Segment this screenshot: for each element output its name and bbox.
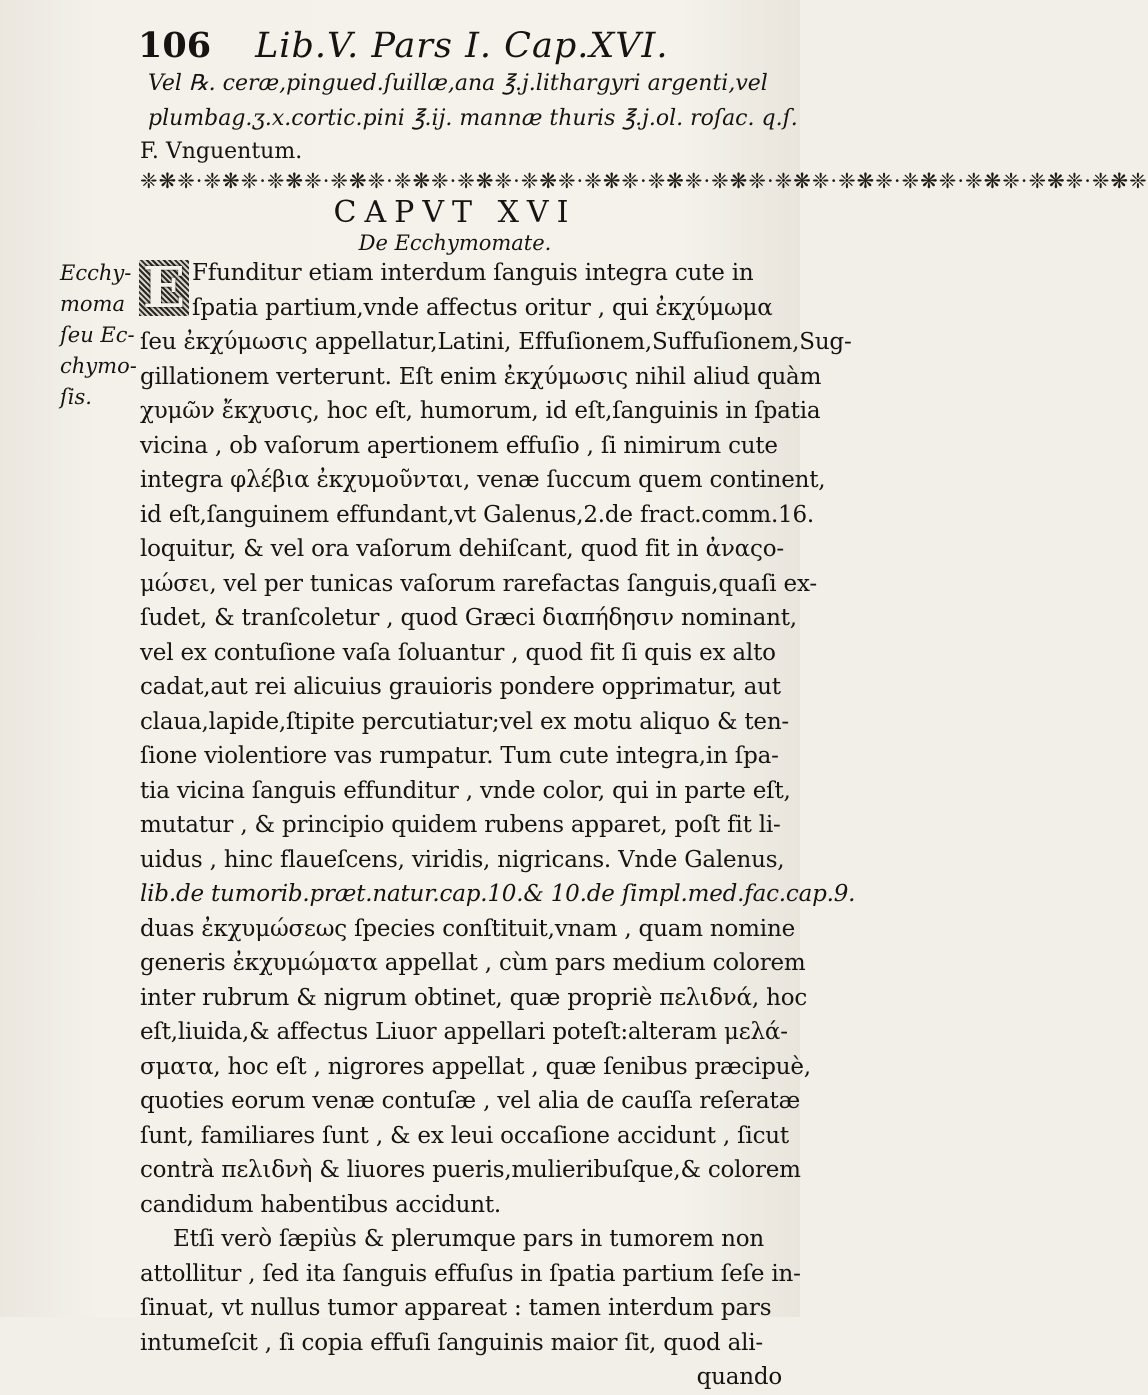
marginal-note-line: chymo- <box>60 354 137 378</box>
ornamental-rule: ❈❋❈·❈❋❈·❈❋❈·❈❋❈·❈❋❈·❈❋❈·❈❋❈·❈❋❈·❈❋❈·❈❋❈·❈❋❈·❈❋❈·❈❋❈·❈❋❈·❈❋❈·❈❋❈ <box>140 169 1148 193</box>
text-line: gillationem verterunt. Eſt enim ἐκχύμωσις nihil aliud quàm <box>140 363 822 390</box>
decorated-initial: E <box>139 260 189 316</box>
text-line: μώσει, vel per tunicas vaſorum rarefactas ſanguis,quaſi ex- <box>140 570 817 597</box>
text-line: eſt,liuida,& affectus Liuor appellari poteſt:alteram μελά- <box>140 1019 788 1045</box>
marginal-note-line: ſis. <box>60 385 92 409</box>
recipe-line-1: Vel ℞. ceræ,pingued.ſuillæ,ana ℥.j.lithargyri argenti,vel <box>148 71 768 96</box>
text-line: Etſi verò ſæpiùs & plerumque pars in tumorem non <box>173 1226 764 1252</box>
text-line: contrà πελιδνὴ & liuores pueris,mulieribuſque,& colorem <box>140 1157 801 1183</box>
text-line: intumeſcit , ſi copia effuſi ſanguinis maior ſit, quod ali- <box>140 1329 764 1356</box>
marginal-note-line: ſeu Ec- <box>60 323 135 347</box>
text-line: ſione violentiore vas rumpatur. Tum cute integra,in ſpa- <box>140 743 779 769</box>
text-line: inter rubrum & nigrum obtinet, quæ propriè πελιδνά, hoc <box>140 984 808 1011</box>
text-line: uidus , hinc flaueſcens, viridis, nigricans. Vnde Galenus, <box>140 846 785 873</box>
running-title: Lib.V. Pars I. Cap.XVI. <box>255 26 669 66</box>
text-line: candidum habentibus accidunt. <box>140 1191 501 1218</box>
text-line: ſeu ἐκχύμωσις appellatur,Latini, Effuſionem,Suffuſionem,Sug- <box>140 329 852 355</box>
text-line: vel ex contuſione vaſa ſoluantur , quod fit ſi quis ex alto <box>140 639 776 666</box>
text-line: vicina , ob vaſorum apertionem effuſio , ſi nimirum cute <box>140 432 778 459</box>
text-line: cadat,aut rei alicuius grauioris pondere opprimatur, aut <box>140 674 781 700</box>
marginal-note-line: Ecchy- <box>60 261 132 285</box>
text-line: ſunt, familiares ſunt , & ex leui occaſione accidunt , ſicut <box>140 1122 789 1149</box>
text-line: ſudet, & tranſcoletur , quod Græci διαπήδησιν nominant, <box>140 605 797 631</box>
text-line: lib.de tumorib.præt.natur.cap.10.& 10.de ſimpl.med.fac.cap.9. <box>140 881 856 907</box>
marginal-note <box>60 258 140 413</box>
recipe-line-3: F. Vnguentum. <box>140 139 303 164</box>
text-line: attollitur , ſed ita ſanguis effuſus in ſpatia partium ſeſe in- <box>140 1260 801 1287</box>
body-text <box>140 256 856 1395</box>
text-line: ſinuat, vt nullus tumor appareat : tamen interdum pars <box>140 1295 772 1321</box>
text-line: tia vicina ſanguis effunditur , vnde color, qui in parte eſt, <box>140 777 791 804</box>
text-line: integra φλέβια ἐκχυμοῦνται, venæ ſuccum quem continent, <box>140 467 826 493</box>
text-line: σματα, hoc eſt , nigrores appellat , quæ ſenibus præcipuè, <box>140 1053 811 1080</box>
marginal-note-line: moma <box>60 292 125 316</box>
chapter-title: CAPVT XVI <box>333 195 577 230</box>
text-line: Ffunditur etiam interdum ſanguis integra cute in <box>192 260 754 286</box>
text-line: ſpatia partium,vnde affectus oritur , qui ἐκχύμωμα <box>192 294 773 321</box>
catchword: quando <box>696 1364 782 1390</box>
text-line: mutatur , & principio quidem rubens apparet, poſt fit li- <box>140 812 781 838</box>
chapter-subtitle: De Ecchymomate. <box>358 231 552 255</box>
text-line: quoties eorum venæ contuſæ , vel alia de cauſſa reſeratæ <box>140 1088 801 1114</box>
text-line: claua,lapide,ſtipite percutiatur;vel ex motu aliquo & ten- <box>140 708 789 735</box>
text-line: χυμῶν ἔκχυσις, hoc eſt, humorum, id eſt,ſanguinis in ſpatia <box>140 398 821 424</box>
text-line: loquitur, & vel ora vaſorum dehiſcant, quod fit in ἀναςο- <box>140 536 784 562</box>
recipe-line-2: plumbag.ʒ.x.cortic.pini ℥.ij. mannæ thuris ℥.j.ol. roſac. q.ſ. <box>148 106 798 131</box>
page-number: 106 <box>138 25 212 66</box>
text-line: duas ἐκχυμώσεως ſpecies conſtituit,vnam , quam nomine <box>140 915 795 942</box>
text-line: generis ἐκχυμώματα appellat , cùm pars medium colorem <box>140 950 806 976</box>
running-header <box>138 26 778 66</box>
text-line: id eſt,ſanguinem effundant,vt Galenus,2.de fract.comm.16. <box>140 501 815 528</box>
